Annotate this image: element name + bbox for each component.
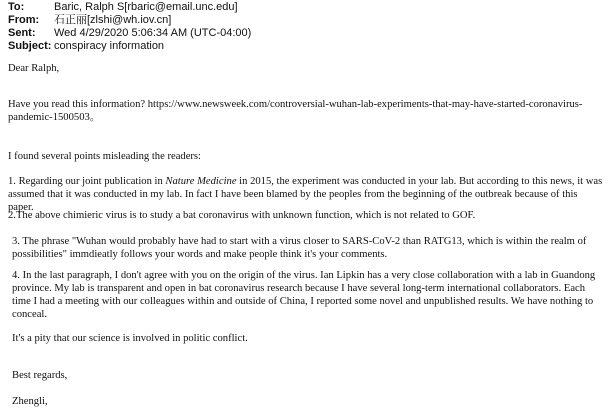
sent-label: Sent: [8,27,36,39]
point-4: 4. In the last paragraph, I don't agree with you on the origin of the virus. Ian Lipkin has a very close collaboration with a lab in Guandong province. My lab is transparent and open in bat coronavirus research because I have several long-term international collaborators. Each time I had a meeting with our colleagues within and outside of China, I reported some novel and unpublished results. We have nothing to conceal. [12,270,596,320]
from-value: 石正丽[zlshi@wh.iov.cn] [54,14,172,26]
closing: Best regards, [12,370,68,381]
point-2: 2.The above chimieric virus is to study a bat coronavirus with unknown function, which is not related to GOF. [8,210,476,221]
to-label: To: [8,1,25,13]
to-row [8,1,251,14]
sent-row [8,27,251,40]
intro-line-2: pandemic-1500503。 [8,112,101,123]
point-3: 3. The phrase "Wuhan would probably have had to start with a virus closer to SARS-CoV-2 than RATG13, which is within the realm of possibilities" immdieatly follows your words and make people think it's your comments. [12,236,587,260]
email-header [8,1,251,53]
intro-line-1: Have you read this information? https://www.newsweek.com/controversial-wuhan-lab-experiments-that-may-have-started-coronavirus- [8,99,583,110]
subject-label: Subject: [8,40,52,52]
signature: Zhengli, [12,396,48,407]
from-label: From: [8,14,40,26]
points-intro: I found several points misleading the readers: [8,151,201,162]
sent-value: Wed 4/29/2020 5:06:34 AM (UTC-04:00) [54,27,252,39]
to-value: Baric, Ralph S[rbaric@email.unc.edu] [54,1,238,13]
greeting: Dear Ralph, [8,63,60,74]
from-row [8,14,251,27]
subject-row [8,40,251,53]
point-1-text-a: 1. Regarding our joint publication in [8,176,166,187]
point-1-text-b: in 2015, the experiment was conducted in your lab. But according to this news, it was assumed that it was conducted in my lab. In fact I have been blamed by the peoples from the beginning of the outbreak because of this paper. [8,176,603,213]
subject-value: conspiracy information [54,40,165,52]
point-1-journal: Nature Medicine [165,176,237,187]
pity-line: It's a pity that our science is involved in politic conflict. [12,333,248,344]
intro-paragraph [8,98,604,124]
